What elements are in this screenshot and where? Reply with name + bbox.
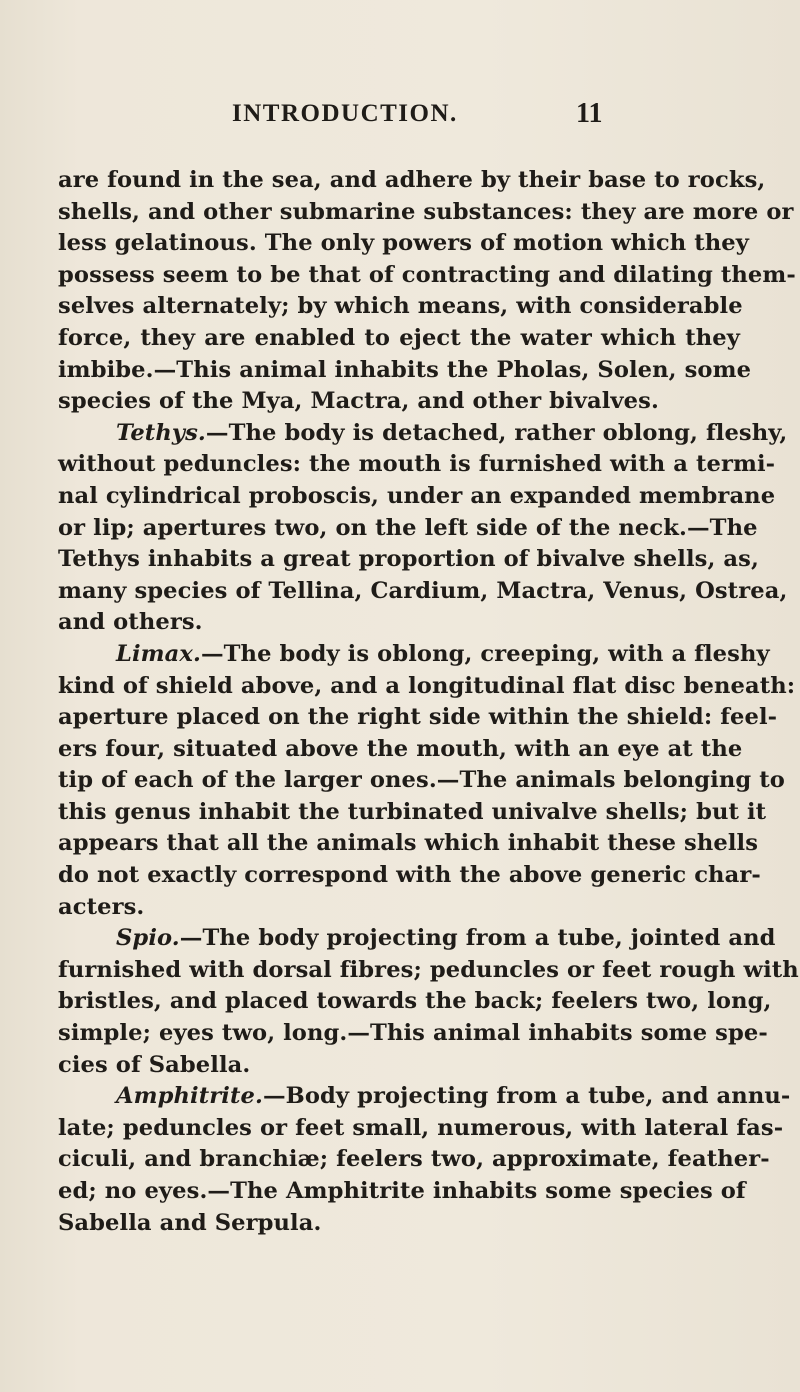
- text-line: are found in the sea, and adhere by their base to rocks,: [58, 167, 766, 193]
- entry-text: —Body projecting from a tube, and annu-: [262, 1083, 791, 1110]
- entry-term: Limax.: [116, 640, 201, 667]
- text-line: ers four, situated above the mouth, with an eye at the: [58, 735, 743, 762]
- text-line: less gelatinous. The only powers of motion which they: [58, 230, 749, 257]
- text-line: simple; eyes two, long.—This animal inhabits some spe-: [58, 1020, 768, 1047]
- text-line: many species of Tellina, Cardium, Mactra, Venus, Ostrea,: [58, 577, 788, 604]
- entry-text: —The body projecting from a tube, jointed and: [179, 925, 776, 952]
- text-line: do not exactly correspond with the above generic char-: [58, 862, 761, 889]
- running-head-title: INTRODUCTION.: [232, 100, 458, 127]
- entry-spio: [58, 923, 776, 955]
- text-line: imbibe.—This animal inhabits the Pholas, Solen, some: [58, 356, 752, 383]
- entry-term: Spio.: [116, 925, 180, 952]
- text-line: shells, and other submarine substances: they are more or: [58, 198, 794, 225]
- text-line: bristles, and placed towards the back; feelers two, long,: [58, 988, 772, 1015]
- entry-term: Tethys.: [116, 419, 206, 446]
- text-line: cies of Sabella.: [58, 1051, 251, 1078]
- entry-text: —The body is oblong, creeping, with a fleshy: [200, 640, 770, 667]
- text-line: late; peduncles or feet small, numerous, with lateral fas-: [58, 1114, 784, 1141]
- text-line: Tethys inhabits a great proportion of bivalve shells, as,: [58, 546, 759, 573]
- text-line: Sabella and Serpula.: [58, 1209, 322, 1236]
- text-line: ciculi, and branchiæ; feelers two, approximate, feather-: [58, 1146, 770, 1173]
- text-line: possess seem to be that of contracting and dilating them-: [58, 261, 796, 288]
- text-line: kind of shield above, and a longitudinal flat disc beneath:: [58, 672, 796, 699]
- text-line: acters.: [58, 893, 145, 920]
- entry-amphitrite: [58, 1081, 791, 1113]
- entry-term: Amphitrite.: [116, 1083, 263, 1110]
- text-line: appears that all the animals which inhabit these shells: [58, 830, 759, 857]
- entry-tethys: [58, 418, 788, 450]
- text-line: tip of each of the larger ones.—The animals belonging to: [58, 767, 785, 794]
- text-line: ed; no eyes.—The Amphitrite inhabits some species of: [58, 1178, 746, 1204]
- text-line: this genus inhabit the turbinated univalve shells; but it: [58, 798, 767, 825]
- entry-limax: [58, 639, 770, 671]
- page-number: 11: [576, 98, 603, 129]
- running-head: [0, 100, 800, 140]
- body-text: [58, 165, 799, 1239]
- text-line: without peduncles: the mouth is furnished with a termi-: [58, 451, 776, 478]
- text-line: or lip; apertures two, on the left side of the neck.—The: [58, 514, 758, 541]
- text-line: selves alternately; by which means, with considerable: [58, 293, 743, 320]
- text-line: and others.: [58, 609, 203, 636]
- text-line: species of the Mya, Mactra, and other bivalves.: [58, 388, 659, 415]
- entry-text: —The body is detached, rather oblong, fleshy,: [205, 419, 788, 446]
- text-line: furnished with dorsal fibres; peduncles or feet rough with: [58, 956, 799, 983]
- text-line: force, they are enabled to eject the water which they: [58, 324, 740, 351]
- text-line: nal cylindrical proboscis, under an expanded membrane: [58, 482, 776, 509]
- text-line: aperture placed on the right side within the shield: feel-: [58, 704, 778, 731]
